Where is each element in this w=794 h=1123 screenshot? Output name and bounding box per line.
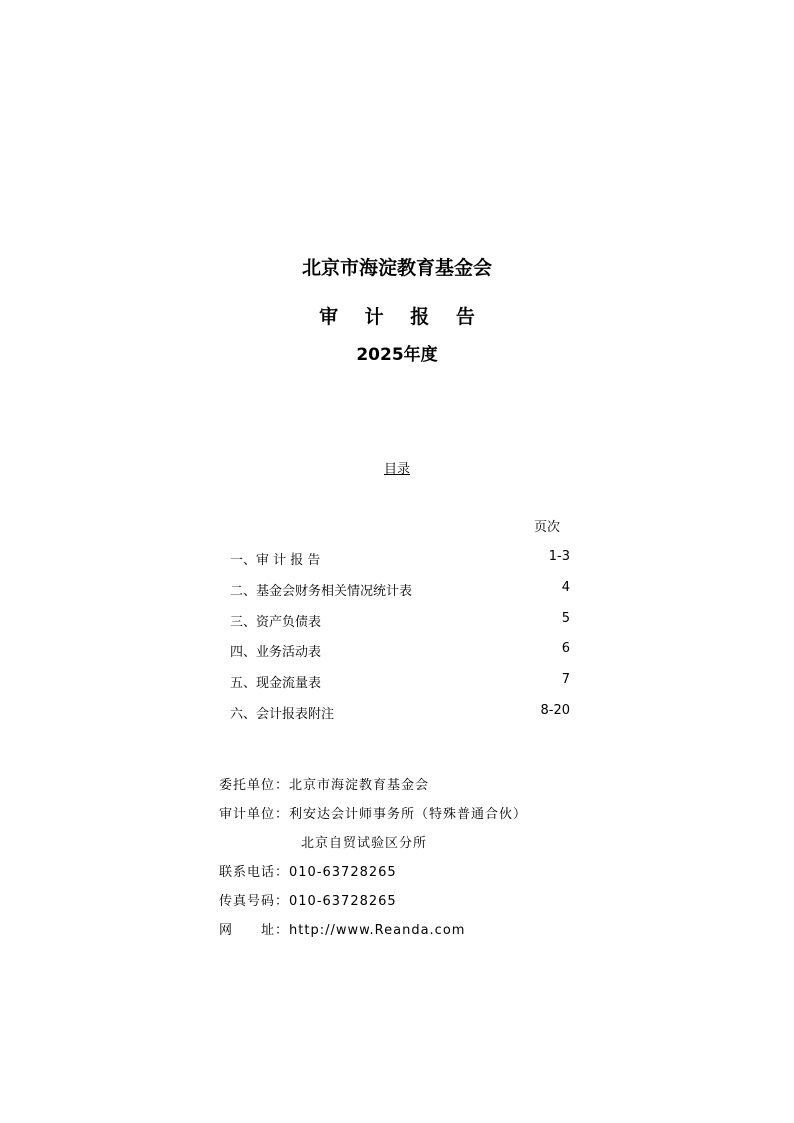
- toc-item-label: 二、基金会财务相关情况统计表: [230, 584, 413, 599]
- toc-item: [230, 549, 570, 567]
- toc-item-page: 8-20: [540, 703, 570, 718]
- toc-item: [230, 611, 570, 629]
- toc-item-page: 4: [561, 580, 570, 595]
- website-line: [219, 919, 465, 938]
- toc-item-label: 三、资产负债表: [230, 615, 322, 630]
- website-link[interactable]: http://www.Reanda.com: [289, 923, 466, 938]
- toc-item-page: 7: [561, 672, 570, 687]
- toc-page-header: 页次: [534, 520, 561, 535]
- toc-item-page: 6: [561, 641, 570, 656]
- organization-title: 北京市海淀教育基金会: [301, 257, 492, 279]
- fax-line: 传真号码：010-63728265: [219, 894, 397, 909]
- toc-title: 目录: [383, 462, 410, 477]
- report-title: 审 计 报 告: [319, 306, 485, 328]
- toc-item: [230, 580, 570, 598]
- toc-item: [230, 641, 570, 659]
- toc-item: [230, 703, 570, 721]
- auditor-branch-line: 北京自贸试验区分所: [301, 836, 428, 851]
- toc-item-label: 五、现金流量表: [230, 676, 322, 691]
- toc-item-label: 一、审 计 报 告: [230, 553, 321, 568]
- report-year: 2025年度: [356, 345, 438, 365]
- toc-item-label: 四、业务活动表: [230, 645, 322, 660]
- phone-line: 联系电话：010-63728265: [219, 865, 397, 880]
- toc-item-page: 5: [561, 611, 570, 626]
- toc-item-label: 六、会计报表附注: [230, 707, 335, 722]
- auditor-line: 审计单位：利安达会计师事务所（特殊普通合伙）: [219, 807, 528, 822]
- website-label: 网 址：: [219, 923, 290, 938]
- toc-item-page: 1-3: [548, 549, 570, 564]
- toc-item: [230, 672, 570, 690]
- client-line: 委托单位：北京市海淀教育基金会: [219, 778, 430, 793]
